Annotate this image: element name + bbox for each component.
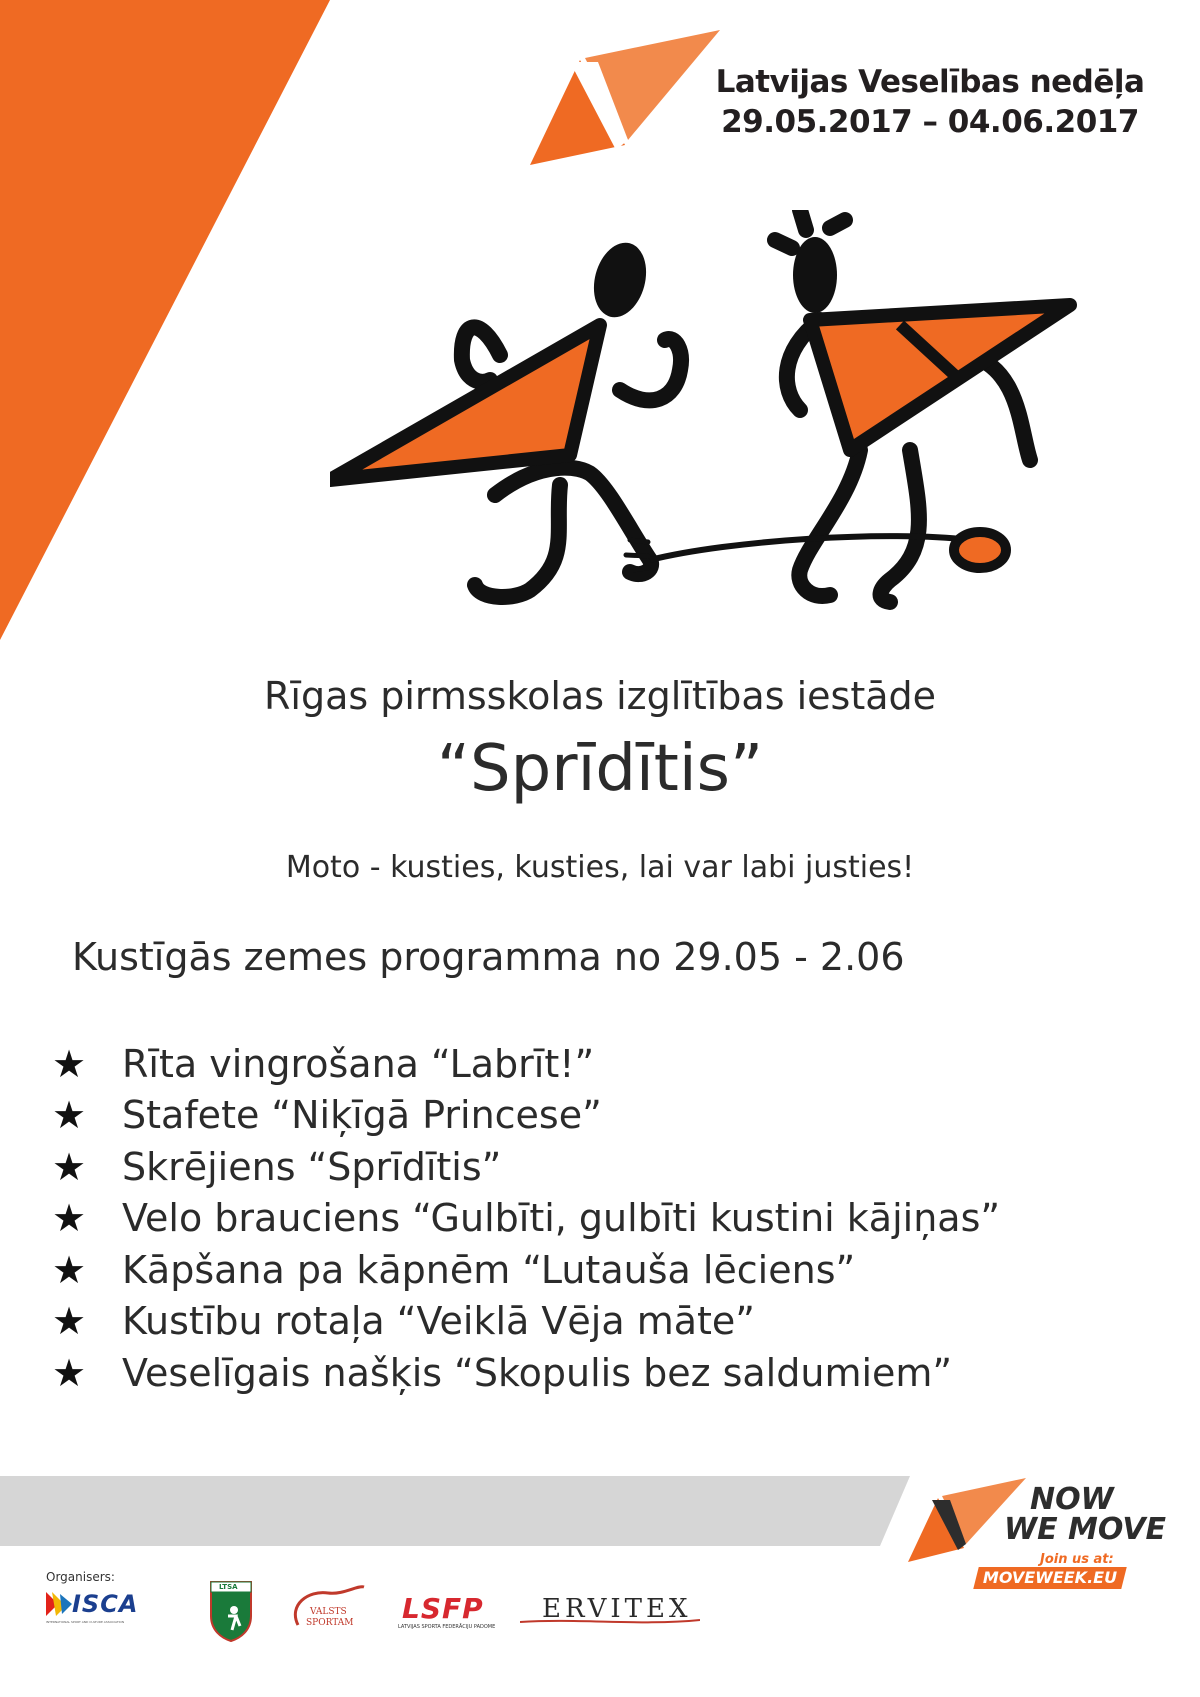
valsts-sportam-logo xyxy=(288,1585,368,1639)
program-item-text: Kāpšana pa kāpnēm “Lutauša lēciens” xyxy=(122,1247,856,1292)
ervitex-logo xyxy=(520,1592,700,1636)
list-item xyxy=(52,1244,1000,1296)
organisers-label: Organisers: xyxy=(46,1570,115,1584)
program-list xyxy=(52,1038,1000,1399)
star-icon: ★ xyxy=(52,1144,87,1189)
list-item xyxy=(52,1038,1000,1090)
program-item-text: Rīta vingrošana “Labrīt!” xyxy=(122,1041,595,1086)
move-week-logo-icon xyxy=(530,30,720,170)
stick-figures-illustration xyxy=(330,210,1190,670)
school-quote-title: “Sprīdītis” xyxy=(436,732,764,806)
list-item xyxy=(52,1141,1000,1193)
star-icon: ★ xyxy=(52,1247,87,1292)
star-icon: ★ xyxy=(52,1196,87,1241)
we-move-text: WE MOVE xyxy=(1004,1512,1167,1547)
star-icon: ★ xyxy=(52,1093,87,1138)
motto: Moto - kusties, kusties, lai var labi justies! xyxy=(285,850,915,885)
star-icon: ★ xyxy=(52,1350,87,1395)
lsfp-logo xyxy=(398,1592,516,1632)
isca-text: ISCA xyxy=(72,1590,139,1618)
join-us-text: Join us at: xyxy=(1040,1552,1114,1567)
list-item xyxy=(52,1193,1000,1245)
valsts-text: VALSTS xyxy=(310,1607,347,1617)
list-item xyxy=(52,1090,1000,1142)
isca-mark-icon xyxy=(46,1592,72,1616)
program-item-text: Kustību rotaļa “Veiklā Vēja māte” xyxy=(122,1299,755,1344)
moveweek-link[interactable]: MOVEWEEK.EU xyxy=(982,1568,1118,1587)
isca-logo xyxy=(46,1590,156,1630)
program-title: Kustīgās zemes programma no 29.05 - 2.06 xyxy=(72,935,905,979)
header-dates: 29.05.2017 – 04.06.2017 xyxy=(721,104,1139,140)
program-item-text: Veselīgais našķis “Skopulis bez saldumiem” xyxy=(122,1350,953,1395)
program-item-text: Stafete “Niķīgā Princese” xyxy=(122,1093,602,1138)
isca-subtext: INTERNATIONAL SPORT AND CULTURE ASSOCIATION xyxy=(46,1620,125,1624)
school-name: Rīgas pirmsskolas izglītības iestāde xyxy=(263,674,936,718)
list-item xyxy=(52,1296,1000,1348)
star-icon: ★ xyxy=(52,1299,87,1344)
program-item-text: Skrējiens “Sprīdītis” xyxy=(122,1144,502,1189)
sportam-text: SPORTAM xyxy=(306,1618,354,1628)
header-title: Latvijas Veselības nedēļa xyxy=(715,64,1145,100)
ervitex-text: ERVITEX xyxy=(542,1594,692,1624)
lsfp-text: LSFP xyxy=(402,1592,484,1625)
list-item xyxy=(52,1347,1000,1399)
ltsa-text: LTSA xyxy=(219,1583,238,1591)
star-icon: ★ xyxy=(52,1041,87,1086)
program-item-text: Velo brauciens “Gulbīti, gulbīti kustini kājiņas” xyxy=(122,1196,1001,1241)
ltsa-logo xyxy=(208,1580,254,1642)
now-text: NOW xyxy=(1030,1482,1114,1517)
lsfp-subtext: LATVIJAS SPORTA FEDERĀCIJU PADOME xyxy=(398,1624,496,1630)
